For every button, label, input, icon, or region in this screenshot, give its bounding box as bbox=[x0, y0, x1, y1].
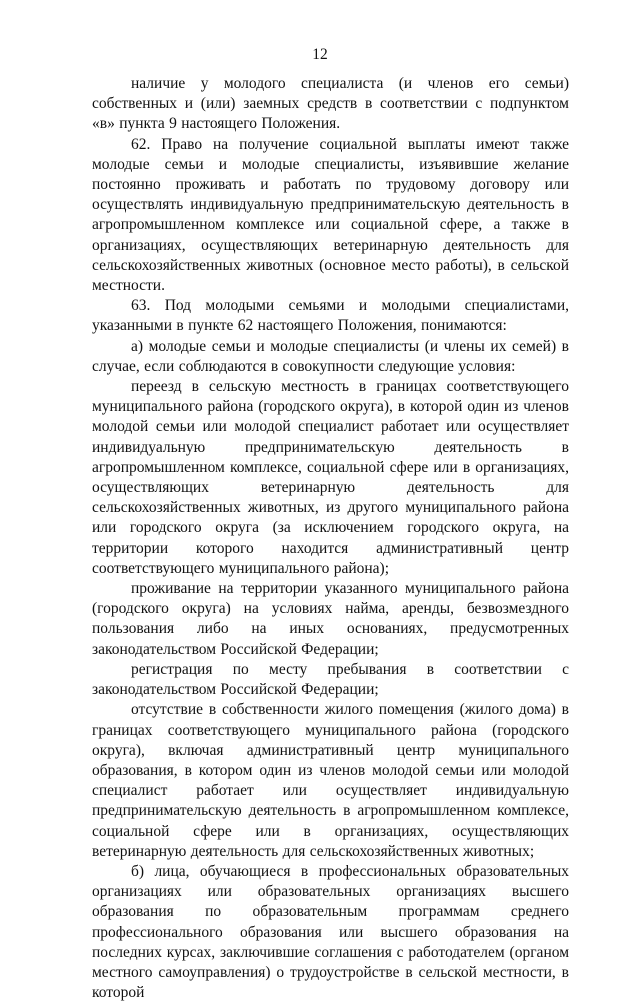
paragraph-7: регистрация по месту пребывания в соответствии с законодательством Российской Федерации; bbox=[92, 660, 569, 699]
document-body bbox=[92, 74, 569, 1003]
paragraph-8: отсутствие в собственности жилого помещения (жилого дома) в границах соответствующего муниципального района (городского округа), включая административный центр муниципального образования, в котором один из членов молодой семьи или молодой специалист работает или осуществляет индивидуальную предпринимательскую деятельность в агропромышленном комплексе, социальной сфере или в организациях, осуществляющих ветеринарную деятельность для сельскохозяйственных животных; bbox=[92, 701, 569, 860]
paragraph-1: наличие у молодого специалиста (и членов его семьи) собственных и (или) заемных средств в соответствии с подпунктом «в» пункта 9 настоящего Положения. bbox=[92, 75, 569, 133]
paragraph-6: проживание на территории указанного муниципального района (городского округа) на условиях найма, аренды, безвозмездного пользования либо на иных основаниях, предусмотренных законодательством Российской Федерации; bbox=[92, 580, 569, 658]
paragraph-3: 63. Под молодыми семьями и молодыми специалистами, указанными в пункте 62 настоящего Положения, понимаются: bbox=[92, 297, 569, 335]
paragraph-5: переезд в сельскую местность в границах соответствующего муниципального района (городского округа), в которой один из членов молодой семьи или молодой специалист работает или осуществляет индивидуальную предпринимательскую деятельность в агропромышленном комплексе, социальной сфере или в организациях, осуществляющих ветеринарную деятельность для сельскохозяйственных животных, из другого муниципального района или городского округа (за исключением городского округа, на территории которого находится административный центр соответствующего муниципального района); bbox=[92, 378, 569, 577]
page-number: 12 bbox=[312, 46, 328, 63]
paragraph-9: б) лица, обучающиеся в профессиональных образовательных организациях или образовательных организациях высшего образования по образовательным программам среднего профессионального образования или высшего образования на последних курсах, заключившие соглашения с работодателем (органом местного самоуправления) о трудоустройстве в сельской местности, в которой bbox=[92, 862, 569, 1002]
paragraph-4: а) молодые семьи и молодые специалисты (и члены их семей) в случае, если соблюдаются в совокупности следующие условия: bbox=[92, 337, 569, 375]
paragraph-2: 62. Право на получение социальной выплаты имеют также молодые семьи и молодые специалисты, изъявившие желание постоянно проживать и работать по трудовому договору или осуществлять индивидуальную предпринимательскую деятельность в агропромышленном комплексе или социальной сфере, а также в организациях, осуществляющих ветеринарную деятельность для сельскохозяйственных животных (основное место работы), в сельской местности. bbox=[92, 135, 569, 295]
